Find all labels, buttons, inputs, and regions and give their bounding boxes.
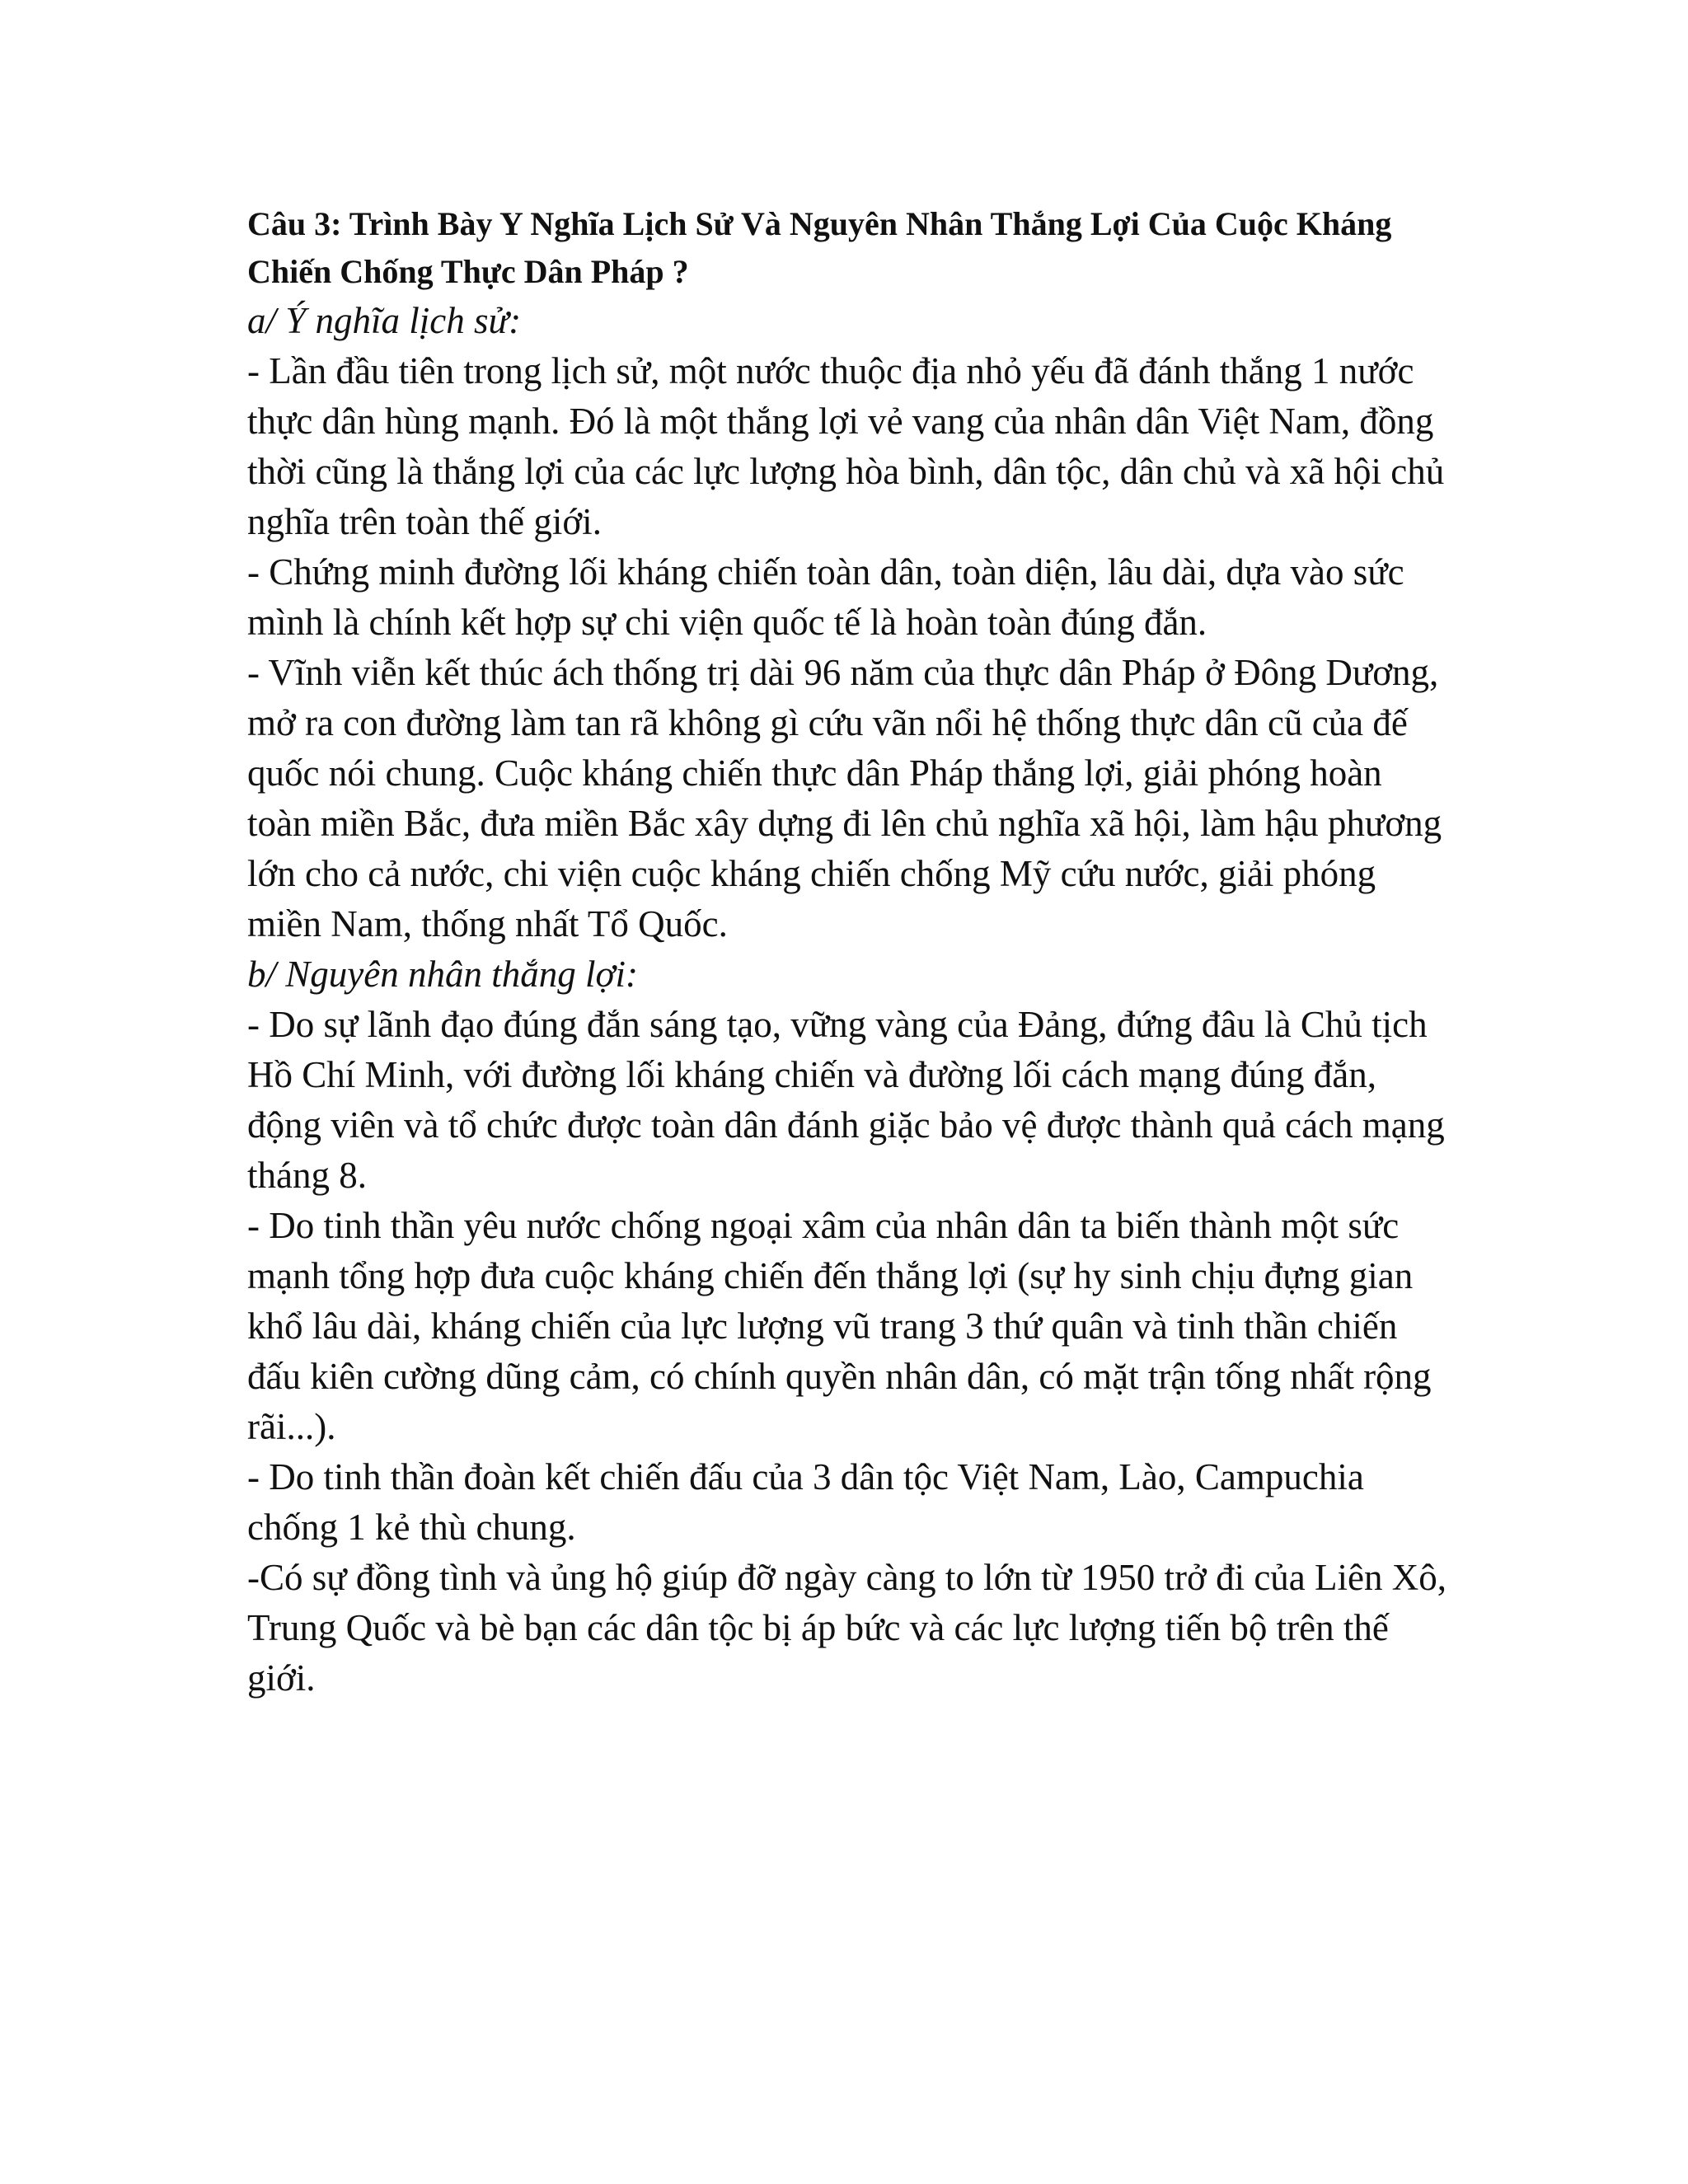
document-body <box>247 200 1451 1704</box>
paragraph: - Vĩnh viễn kết thúc ách thống trị dài 96 năm của thực dân Pháp ở Đông Dương, mở ra con đường làm tan rã không gì cứu vãn nổi hệ thống thực dân cũ của đế quốc nói chung. Cuộc kháng chiến thực dân Pháp thắng lợi, giải phóng hoàn toàn miền Bắc, đưa miền Bắc xây dựng đi lên chủ nghĩa xã hội, làm hậu phương lớn cho cả nước, chi viện cuộc kháng chiến chống Mỹ cứu nước, giải phóng miền Nam, thống nhất Tổ Quốc. <box>247 652 1442 944</box>
paragraph: -Có sự đồng tình và ủng hộ giúp đỡ ngày càng to lớn từ 1950 trở đi của Liên Xô, Trung Quốc và bè bạn các dân tộc bị áp bức và các lực lượng tiến bộ trên thế giới. <box>247 1557 1447 1699</box>
paragraph: - Do sự lãnh đạo đúng đắn sáng tạo, vững vàng của Đảng, đứng đâu là Chủ tịch Hồ Chí Minh, với đường lối kháng chiến và đường lối cách mạng đúng đắn, động viên và tổ chức được toàn dân đánh giặc bảo vệ được thành quả cách mạng tháng 8. <box>247 1004 1445 1196</box>
paragraph: - Lần đầu tiên trong lịch sử, một nước thuộc địa nhỏ yếu đã đánh thắng 1 nước thực dân hùng mạnh. Đó là một thắng lợi vẻ vang của nhân dân Việt Nam, đồng thời cũng là thắng lợi của các lực lượng hòa bình, dân tộc, dân chủ và xã hội chủ nghĩa trên toàn thế giới. <box>247 350 1445 542</box>
paragraph: - Chứng minh đường lối kháng chiến toàn dân, toàn diện, lâu dài, dựa vào sức mình là chính kết hợp sự chi viện quốc tế là hoàn toàn đúng đắn. <box>247 551 1404 643</box>
paragraph: - Do tinh thần đoàn kết chiến đấu của 3 dân tộc Việt Nam, Lào, Campuchia chống 1 kẻ thù chung. <box>247 1456 1364 1548</box>
paragraph: - Do tinh thần yêu nước chống ngoại xâm của nhân dân ta biến thành một sức mạnh tổng hợp đưa cuộc kháng chiến đến thắng lợi (sự hy sinh chịu đựng gian khổ lâu dài, kháng chiến của lực lượng vũ trang 3 thứ quân và tinh thần chiến đấu kiên cường dũng cảm, có chính quyền nhân dân, có mặt trận tống nhất rộng rãi...). <box>247 1205 1432 1447</box>
section-heading-causes-of-victory: b/ Nguyên nhân thắng lợi: <box>247 954 638 995</box>
document-title: Câu 3: Trình Bày Y Nghĩa Lịch Sử Và Nguyên Nhân Thắng Lợi Của Cuộc Kháng Chiến Chống Thực Dân Pháp ? <box>247 205 1392 290</box>
section-heading-historical-significance: a/ Ý nghĩa lịch sử: <box>247 300 522 341</box>
